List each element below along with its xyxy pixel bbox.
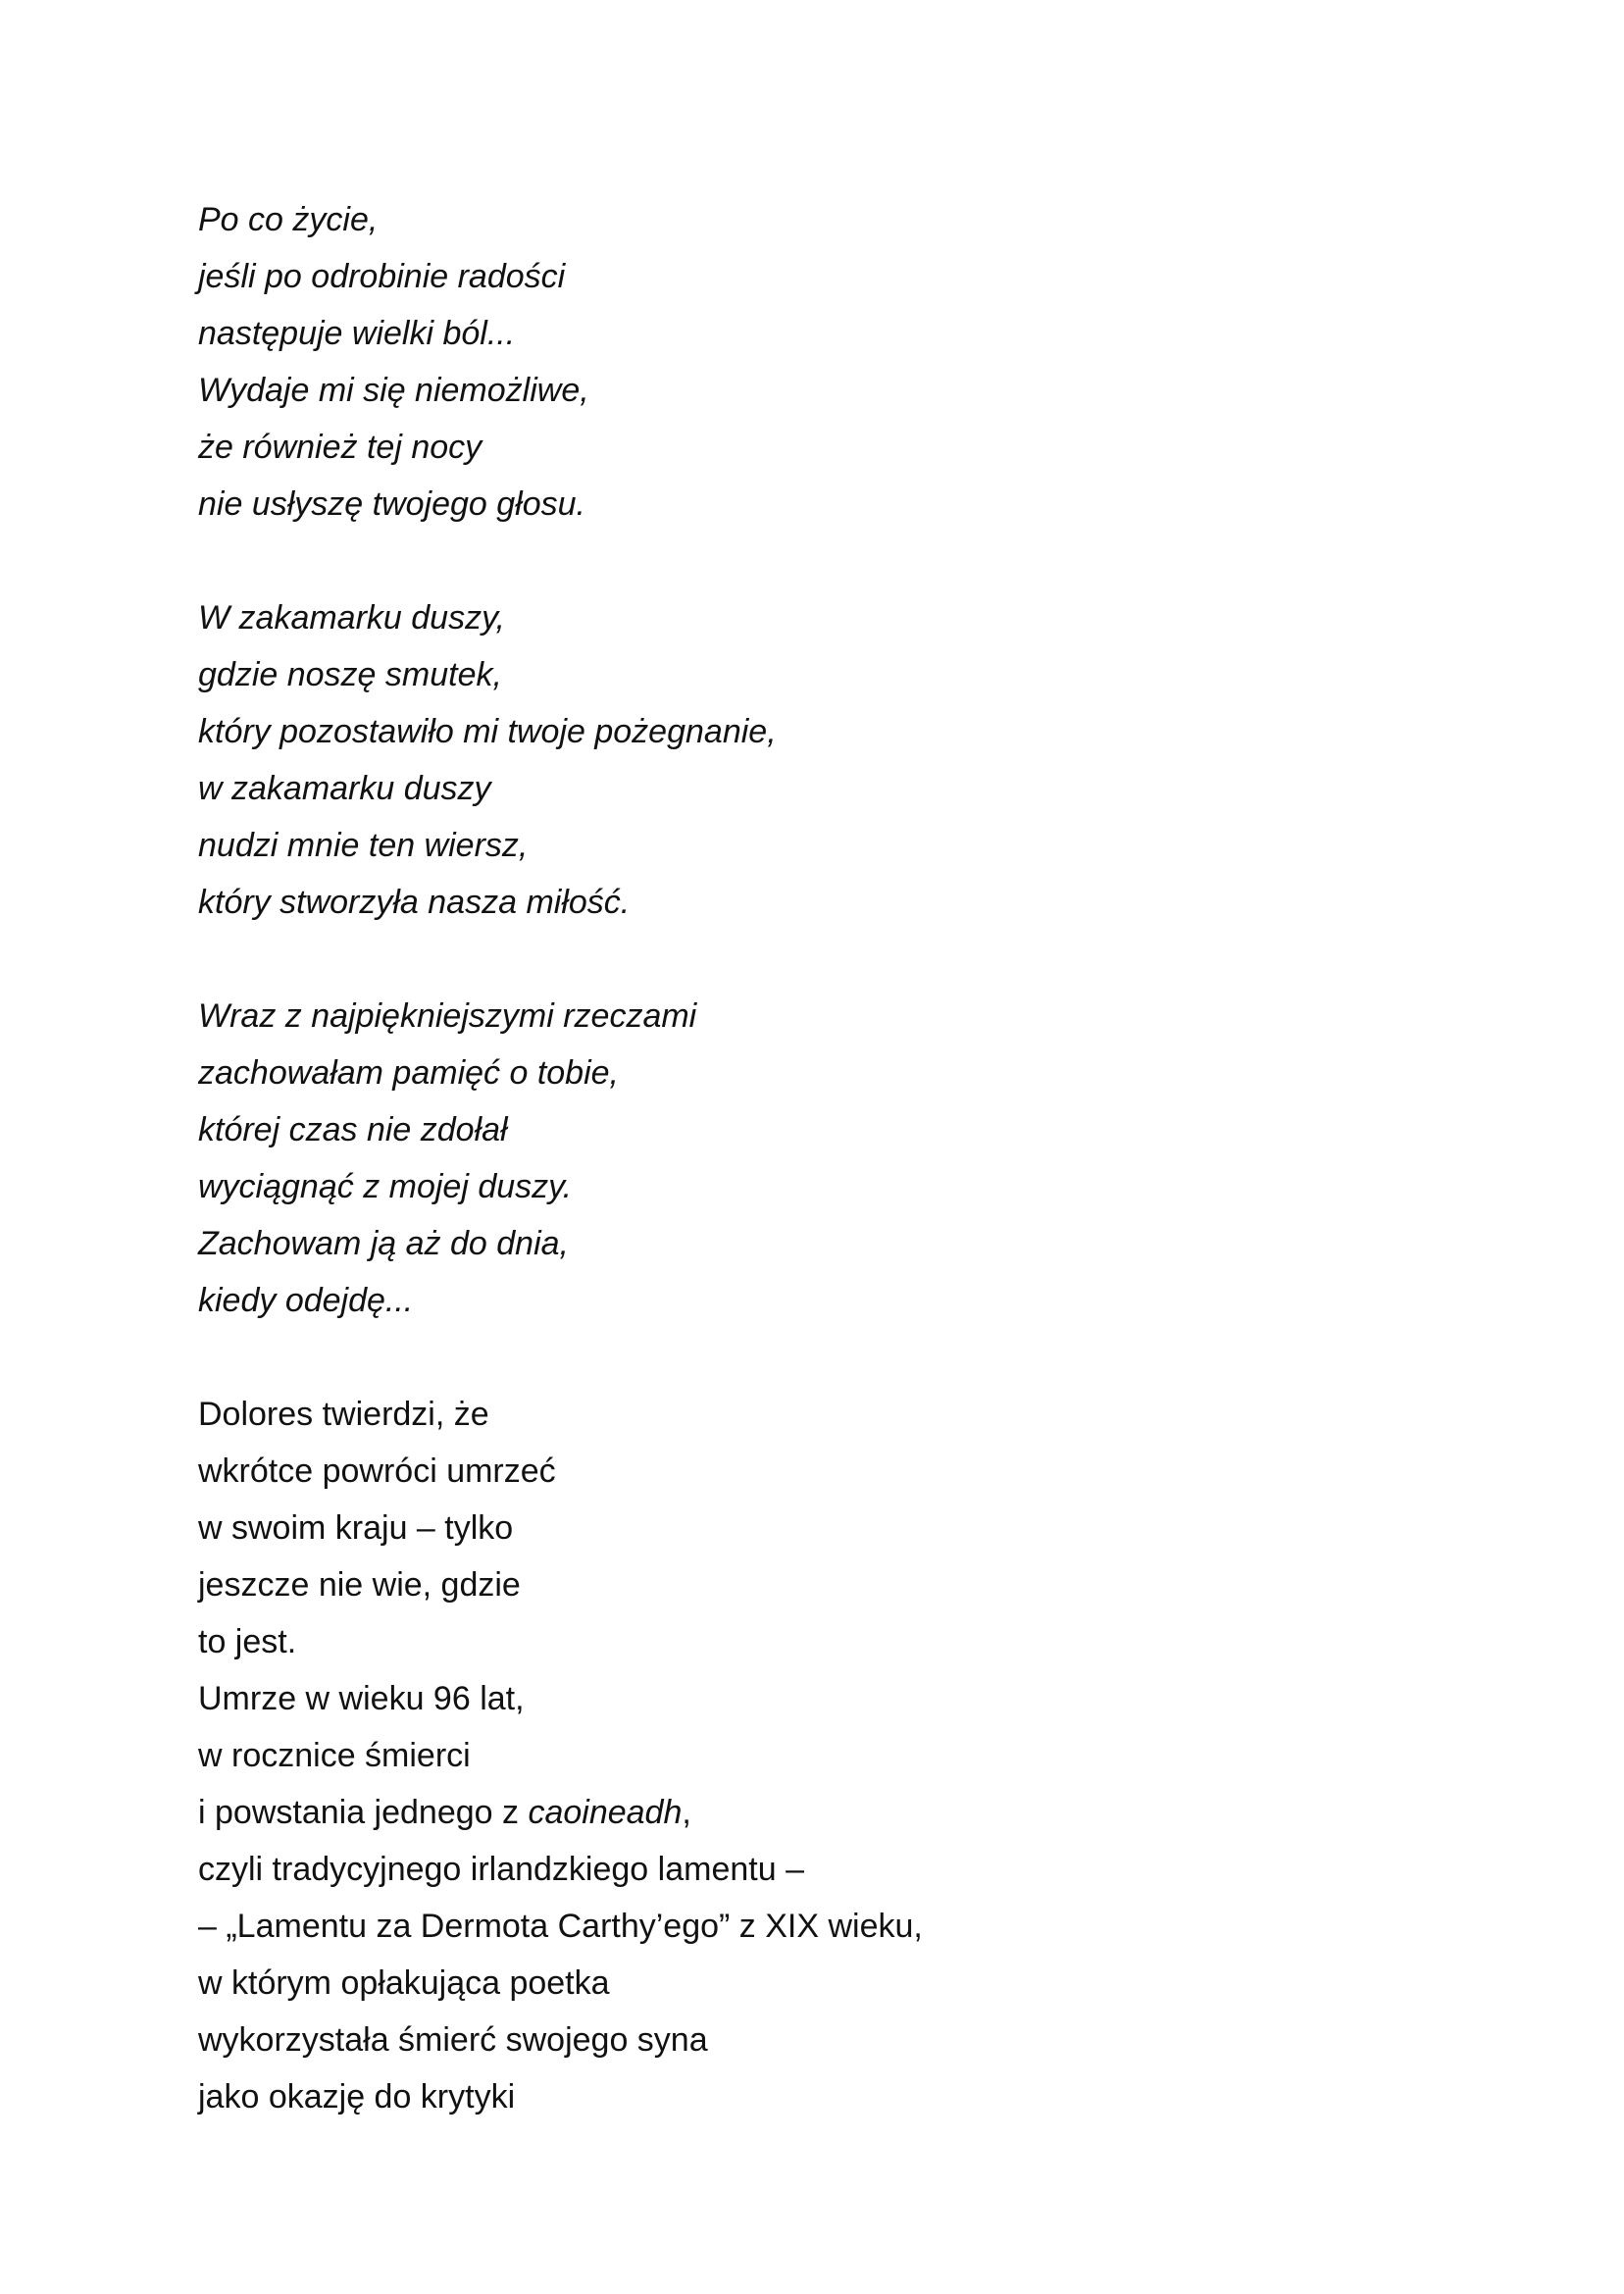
prose-line: wkrótce powróci umrzeć <box>198 1453 556 1490</box>
poem-line: następuje wielki ból... <box>198 315 516 352</box>
poem-line: Po co życie, <box>198 201 379 238</box>
poem-line: nudzi mnie ten wiersz, <box>198 827 529 864</box>
poem-line: wyciągnąć z mojej duszy. <box>198 1168 573 1205</box>
prose-line: w rocznice śmierci <box>198 1737 471 1774</box>
prose-line: w którym opłakująca poetka <box>198 1964 610 2002</box>
poem-line: kiedy odejdę... <box>198 1282 414 1319</box>
italic-term: caoineadh <box>528 1794 683 1831</box>
poem-stanza-1 <box>198 191 1473 533</box>
poem-line: że również tej nocy <box>198 429 482 466</box>
prose-line: wykorzystała śmierć swojego syna <box>198 2021 708 2059</box>
prose-text: , <box>682 1794 691 1831</box>
poem-line: Zachowam ją aż do dnia, <box>198 1225 569 1262</box>
prose-line: w swoim kraju – tylko <box>198 1509 514 1547</box>
prose-text: i powstania jednego z <box>198 1794 529 1831</box>
prose-line: to jest. <box>198 1623 297 1660</box>
poem-line: gdzie noszę smutek, <box>198 656 502 693</box>
poem-line: w zakamarku duszy <box>198 770 491 807</box>
prose-line-mixed <box>198 1784 1473 1841</box>
poem-line: Wraz z najpiękniejszymi rzeczami <box>198 997 697 1035</box>
poem-line: Wydaje mi się niemożliwe, <box>198 372 589 409</box>
poem-line: zachowałam pamięć o tobie, <box>198 1054 620 1092</box>
poem-line: W zakamarku duszy, <box>198 599 506 637</box>
prose-line: jeszcze nie wie, gdzie <box>198 1566 521 1604</box>
poem-line: który stworzyła nasza miłość. <box>198 884 631 921</box>
prose-line: Dolores twierdzi, że <box>198 1396 489 1433</box>
prose-line: – „Lamentu za Dermota Carthy’ego” z XIX wieku, <box>198 1908 923 1945</box>
poem-line: której czas nie zdołał <box>198 1111 508 1148</box>
prose-line: czyli tradycyjnego irlandzkiego lamentu – <box>198 1851 804 1888</box>
prose-paragraph <box>198 1386 1473 2125</box>
poem-line: który pozostawiło mi twoje pożegnanie, <box>198 713 777 750</box>
poem-stanza-2 <box>198 589 1473 931</box>
poem-stanza-3 <box>198 988 1473 1329</box>
text-block <box>198 191 1473 2182</box>
poem-line: jeśli po odrobinie radości <box>198 258 566 295</box>
prose-line: jako okazję do krytyki <box>198 2078 516 2116</box>
poem-line: nie usłyszę twojego głosu. <box>198 485 586 523</box>
prose-line: Umrze w wieku 96 lat, <box>198 1680 525 1717</box>
